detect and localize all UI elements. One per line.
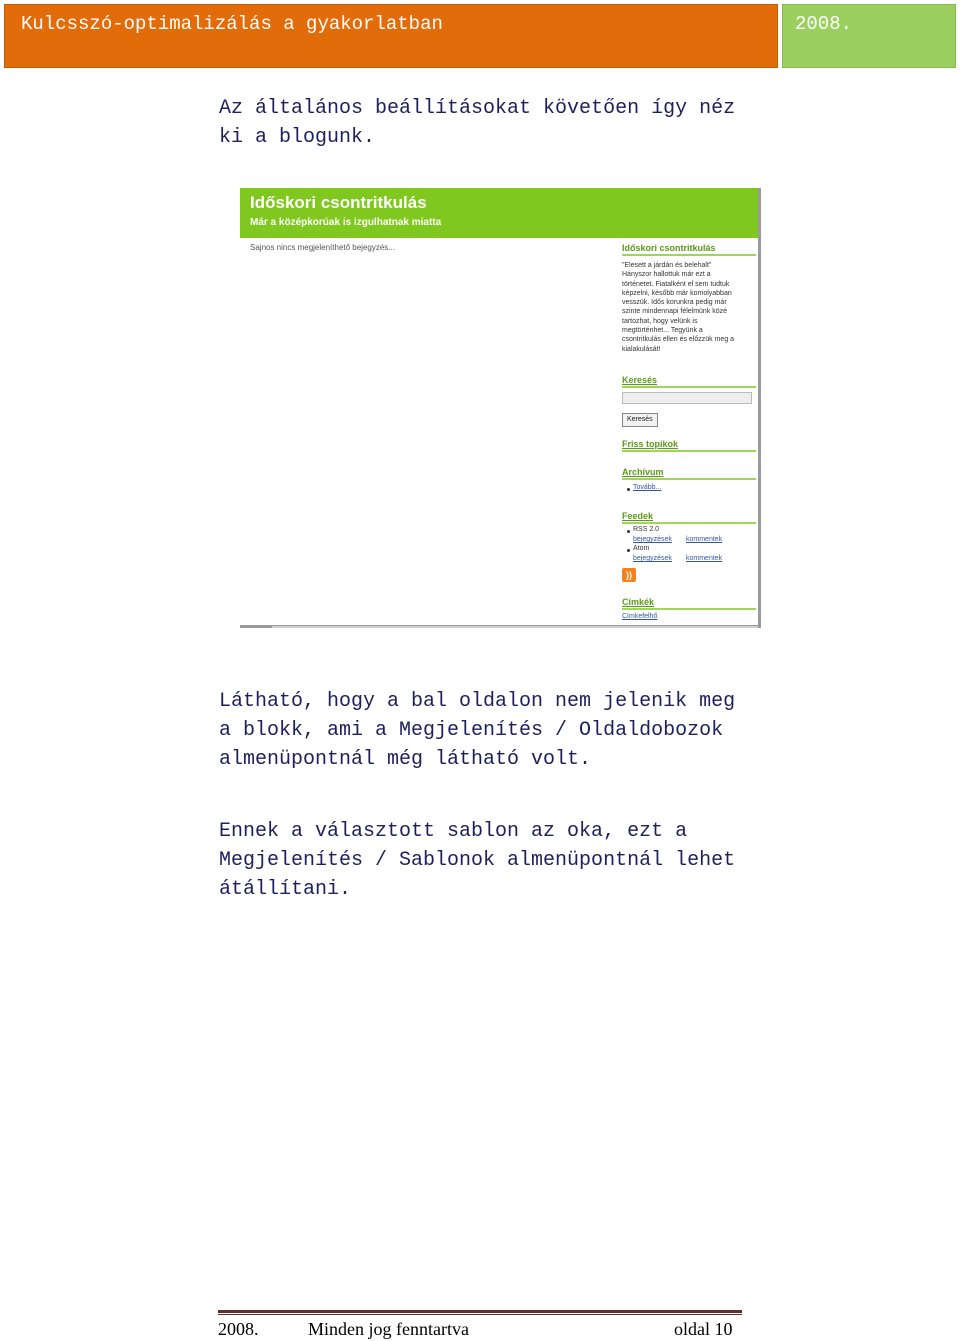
sidebar-archive-heading[interactable]: Archívum bbox=[622, 466, 756, 480]
document-title: Kulcsszó-optimalizálás a gyakorlatban bbox=[4, 4, 778, 68]
footer-page-number: oldal 10 bbox=[674, 1319, 733, 1339]
reason-paragraph: Ennek a választott sablon az oka, ezt a Megjelenítés / Sablonok almenüpontnál lehet átállítani. bbox=[219, 820, 736, 901]
screenshot-shadow bbox=[272, 626, 758, 628]
rss-comments-link[interactable]: kommentek bbox=[686, 536, 723, 543]
about-line: képzelni, később már komolyabban bbox=[622, 289, 732, 297]
sidebar-about-heading: Időskori csontritkulás bbox=[622, 242, 756, 256]
sidebar-about-text bbox=[622, 261, 734, 354]
footer-divider-thin bbox=[218, 1314, 742, 1315]
blog-subtitle: Már a középkorúak is izgulhatnak miatta bbox=[250, 217, 442, 228]
about-line: történetet. Fiatalként el sem tudtuk bbox=[622, 280, 730, 288]
feed-rss-label: RSS 2.0 bbox=[633, 526, 660, 533]
sidebar-search-button[interactable]: Keresés bbox=[622, 413, 658, 427]
sidebar-feeds-heading: Feedek bbox=[622, 510, 756, 524]
about-line: kialakulását! bbox=[622, 345, 661, 353]
about-line: csontritkulás ellen és előzzük meg a bbox=[622, 336, 735, 344]
sidebar-search-input[interactable] bbox=[622, 392, 752, 404]
bullet-icon bbox=[627, 549, 630, 552]
sidebar-topics-heading[interactable]: Friss topikok bbox=[622, 438, 756, 452]
rss-posts-link[interactable]: bejegyzések bbox=[633, 536, 672, 543]
bullet-icon bbox=[627, 488, 630, 491]
about-line: tartozhat, hogy velünk is bbox=[622, 317, 698, 325]
atom-comments-link[interactable]: kommentek bbox=[686, 555, 723, 562]
observation-paragraph: Látható, hogy a bal oldalon nem jelenik meg a blokk, ami a Megjelenítés / Oldaldobozok almenüpontnál még látható volt. bbox=[219, 690, 736, 771]
blog-title: Időskori csontritkulás bbox=[250, 193, 427, 212]
blog-screenshot-frame bbox=[240, 188, 761, 628]
rss-feed-icon[interactable]: )) bbox=[622, 568, 636, 582]
about-line: "Elesett a járdán és belehalt" bbox=[622, 262, 712, 269]
no-posts-notice: Sajnos nincs megjeleníthető bejegyzés... bbox=[250, 243, 395, 252]
tag-cloud-link[interactable]: Címkefelhő bbox=[622, 613, 658, 620]
footer-year: 2008. bbox=[218, 1319, 259, 1339]
about-line: szinte mindennapi félelmünk közé bbox=[622, 308, 728, 316]
header-year: 2008. bbox=[782, 4, 956, 68]
footer-rights: Minden jog fenntartva bbox=[308, 1319, 469, 1339]
about-line: vesszük. Idős korunkra pedig már bbox=[622, 299, 727, 307]
archive-more-link[interactable]: Tovább... bbox=[633, 484, 662, 491]
about-line: megtörténhet... Tegyünk a bbox=[622, 327, 703, 335]
page-header bbox=[2, 2, 958, 70]
blog-screenshot bbox=[240, 188, 760, 628]
sidebar-tags-heading: Címkék bbox=[622, 596, 756, 610]
feed-atom-label: Atom bbox=[633, 545, 650, 552]
sidebar-search-heading: Keresés bbox=[622, 374, 756, 388]
about-line: Hányszor hallottuk már ezt a bbox=[622, 271, 711, 279]
footer-divider bbox=[218, 1310, 742, 1313]
intro-paragraph: Az általános beállításokat követően így néz ki a blogunk. bbox=[219, 97, 736, 149]
bullet-icon bbox=[627, 530, 630, 533]
blog-header bbox=[240, 188, 758, 238]
atom-posts-link[interactable]: bejegyzések bbox=[633, 555, 672, 562]
